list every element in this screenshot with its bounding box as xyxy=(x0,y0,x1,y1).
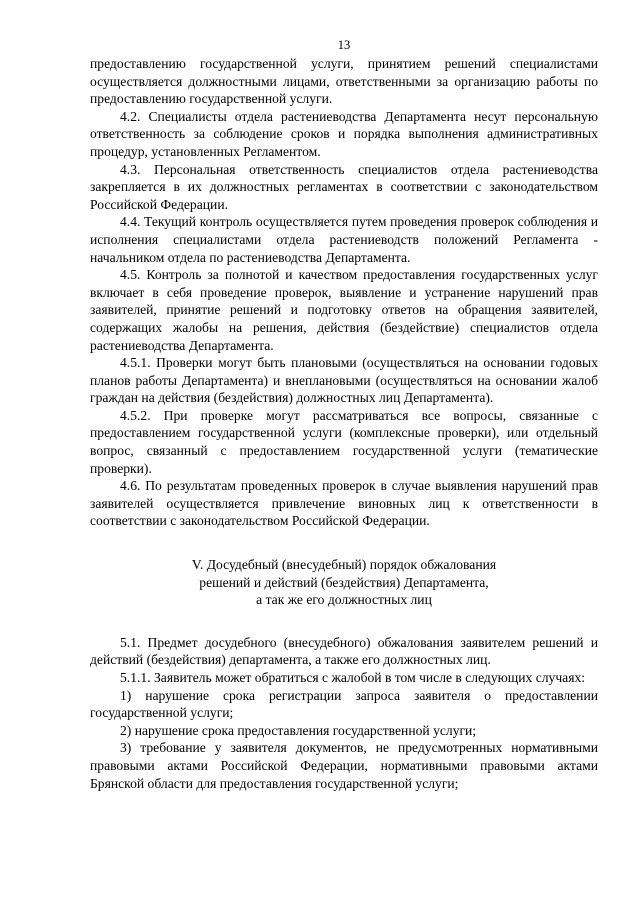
page-number: 13 xyxy=(337,38,351,52)
list-item-2: 2) нарушение срока предоставления государственной услуги; xyxy=(120,722,477,738)
document-page xyxy=(90,37,598,792)
paragraph-4-5-1: 4.5.1. Проверки могут быть плановыми (осуществляться на основании годовых планов работы Департамента) и внеплановыми (осуществляться на основании жалоб граждан на действия (бездействия) должностных лиц Департамента). xyxy=(90,355,598,406)
paragraph-4-5: 4.5. Контроль за полнотой и качеством предоставления государственных услуг включает в себя проведение проверок, выявление и устранение нарушений прав заявителей, принятие решений и подготовку ответов на обращения заявителей, содержащих жалобы на решения, действия (бездействие) специалистов отдела растениеводства Департамента. xyxy=(90,267,598,353)
list-item-3: 3) требование у заявителя документов, не предусмотренных нормативными правовыми актами Российской Федерации, нормативными правовыми актами Брянской области для предоставления государственной услуги; xyxy=(90,740,598,791)
paragraph-4-3: 4.3. Персональная ответственность специалистов отдела растениеводства закрепляется в их должностных регламентах в соответствии с законодательством Российской Федерации. xyxy=(90,161,598,212)
list-item-1: 1) нарушение срока регистрации запроса заявителя о предоставлении государственной услуги; xyxy=(90,687,598,721)
paragraph-4-4: 4.4. Текущий контроль осуществляется путем проведения проверок соблюдения и исполнения специалистами отдела растениеводств положений Регламента - начальником отдела по растениеводства Департамента. xyxy=(90,214,598,265)
paragraph-5-1: 5.1. Предмет досудебного (внесудебного) обжалования заявителем решений и действий (бездействия) департамента, а также его должностных лиц. xyxy=(90,634,598,668)
paragraph-4-5-2: 4.5.2. При проверке могут рассматриваться все вопросы, связанные с предоставлением государственной услуги (комплексные проверки), или отдельный вопрос, связанный с предоставлением государственной услуги (тематические проверки). xyxy=(90,407,598,476)
paragraph-continuation: предоставлению государственной услуги, принятием решений специалистами осуществляется должностными лицами, ответственными за организацию работы по предоставлению государственной услуги. xyxy=(90,56,598,107)
section-heading xyxy=(90,556,598,609)
section-heading-line-1: V. Досудебный (внесудебный) порядок обжалования xyxy=(191,557,497,573)
paragraph-4-2: 4.2. Специалисты отдела растениеводства Департамента несут персональную ответственность за соблюдение сроков и порядка выполнения административных процедур, установленных Регламентом. xyxy=(90,108,598,159)
paragraph-5-1-1: 5.1.1. Заявитель может обратиться с жалобой в том числе в следующих случаях: xyxy=(120,670,586,685)
paragraph-4-6: 4.6. По результатам проведенных проверок в случае выявления нарушений прав заявителей осуществляется привлечение виновных лиц к ответственности в соответствии с законодательством Российской Федерации. xyxy=(90,478,598,529)
section-heading-line-2: решений и действий (бездействия) Департамента, xyxy=(199,574,489,590)
section-heading-line-3: а так же его должностных лиц xyxy=(256,592,432,608)
